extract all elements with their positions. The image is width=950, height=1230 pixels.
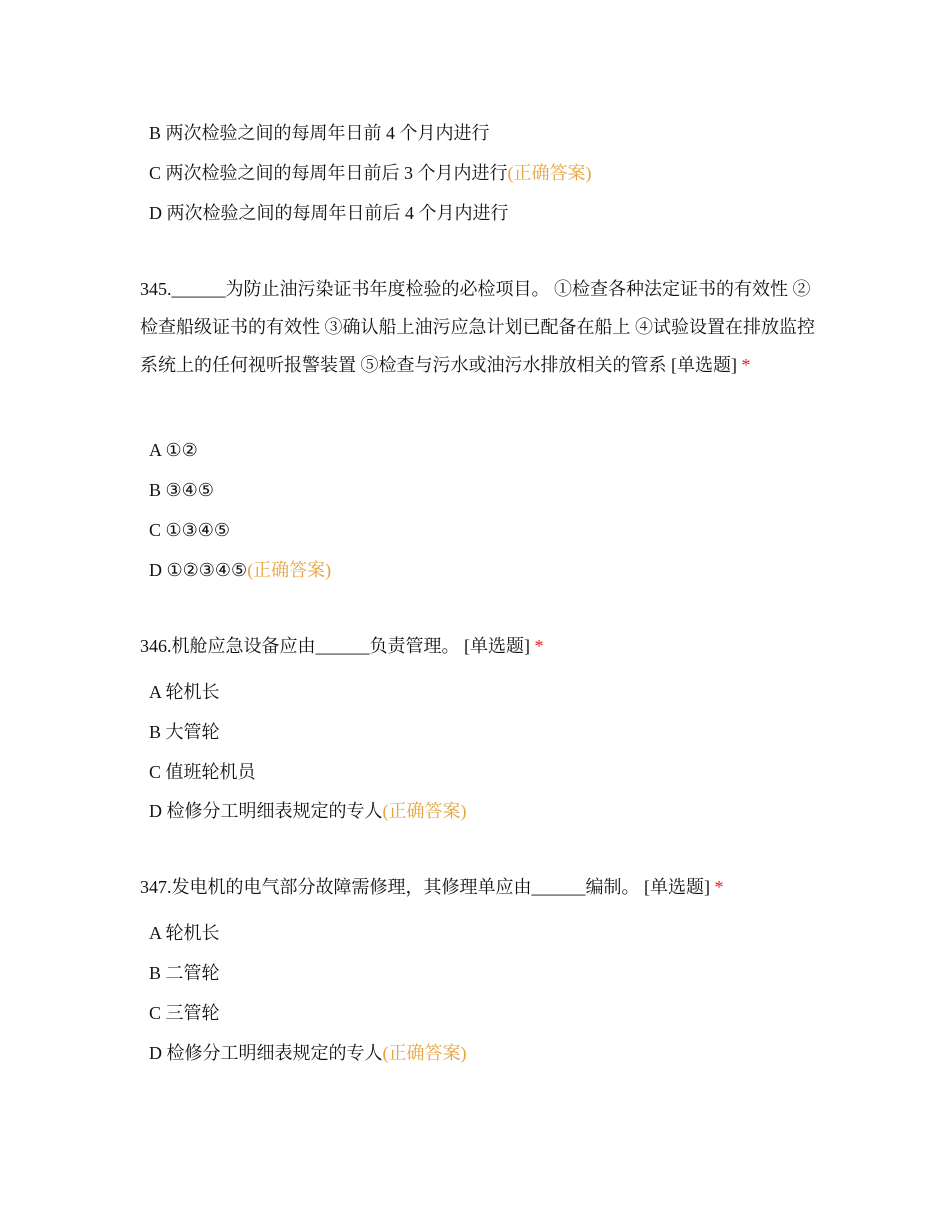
- option-c: [149, 1001, 220, 1025]
- option-text: A ①②: [149, 440, 198, 460]
- option-text: B 大管轮: [149, 722, 220, 742]
- option-c: [149, 161, 592, 185]
- option-a: [149, 680, 220, 704]
- required-mark: *: [741, 355, 751, 375]
- option-text: C 值班轮机员: [149, 762, 256, 782]
- option-text: B 两次检验之间的每周年日前 4 个月内进行: [149, 123, 490, 143]
- question-stem: 346.机舱应急设备应由______负责管理。 [单选题]: [140, 636, 530, 656]
- option-text: D 检修分工明细表规定的专人: [149, 801, 383, 821]
- option-d: [149, 1041, 467, 1065]
- option-text: D 检修分工明细表规定的专人: [149, 1043, 383, 1063]
- option-text: D ①②③④⑤: [149, 560, 248, 580]
- option-b: [149, 720, 220, 744]
- option-a: [149, 921, 220, 945]
- option-b: [149, 121, 490, 145]
- correct-answer-mark: (正确答案): [247, 560, 332, 580]
- option-d: [149, 558, 331, 582]
- option-text: C 三管轮: [149, 1003, 220, 1023]
- option-c: [149, 760, 256, 784]
- correct-answer-mark: (正确答案): [507, 163, 592, 183]
- question-text: [140, 627, 820, 665]
- question-stem: 345.______为防止油污染证书年度检验的必检项目。 ①检查各种法定证书的有效性 ②检查船级证书的有效性 ③确认船上油污应急计划已配备在船上 ④试验设置在排放监控系统上的任何视听报警装置 ⑤检查与污水或油污水排放相关的管系 [单选题]: [140, 279, 815, 375]
- option-text: A 轮机长: [149, 682, 220, 702]
- option-d: [149, 201, 509, 225]
- option-text: C ①③④⑤: [149, 520, 231, 540]
- option-d: [149, 799, 467, 823]
- option-a: [149, 438, 198, 462]
- option-c: [149, 518, 230, 542]
- required-mark: *: [534, 636, 544, 656]
- option-text: B 二管轮: [149, 963, 220, 983]
- option-text: D 两次检验之间的每周年日前后 4 个月内进行: [149, 203, 509, 223]
- option-b: [149, 478, 214, 502]
- option-text: A 轮机长: [149, 923, 220, 943]
- correct-answer-mark: (正确答案): [382, 1043, 467, 1063]
- correct-answer-mark: (正确答案): [382, 801, 467, 821]
- option-text: C 两次检验之间的每周年日前后 3 个月内进行: [149, 163, 508, 183]
- option-b: [149, 961, 220, 985]
- question-text: [140, 868, 820, 906]
- question-stem: 347.发电机的电气部分故障需修理，其修理单应由______编制。 [单选题]: [140, 877, 710, 897]
- required-mark: *: [714, 877, 724, 897]
- option-text: B ③④⑤: [149, 480, 214, 500]
- question-text: [140, 270, 820, 384]
